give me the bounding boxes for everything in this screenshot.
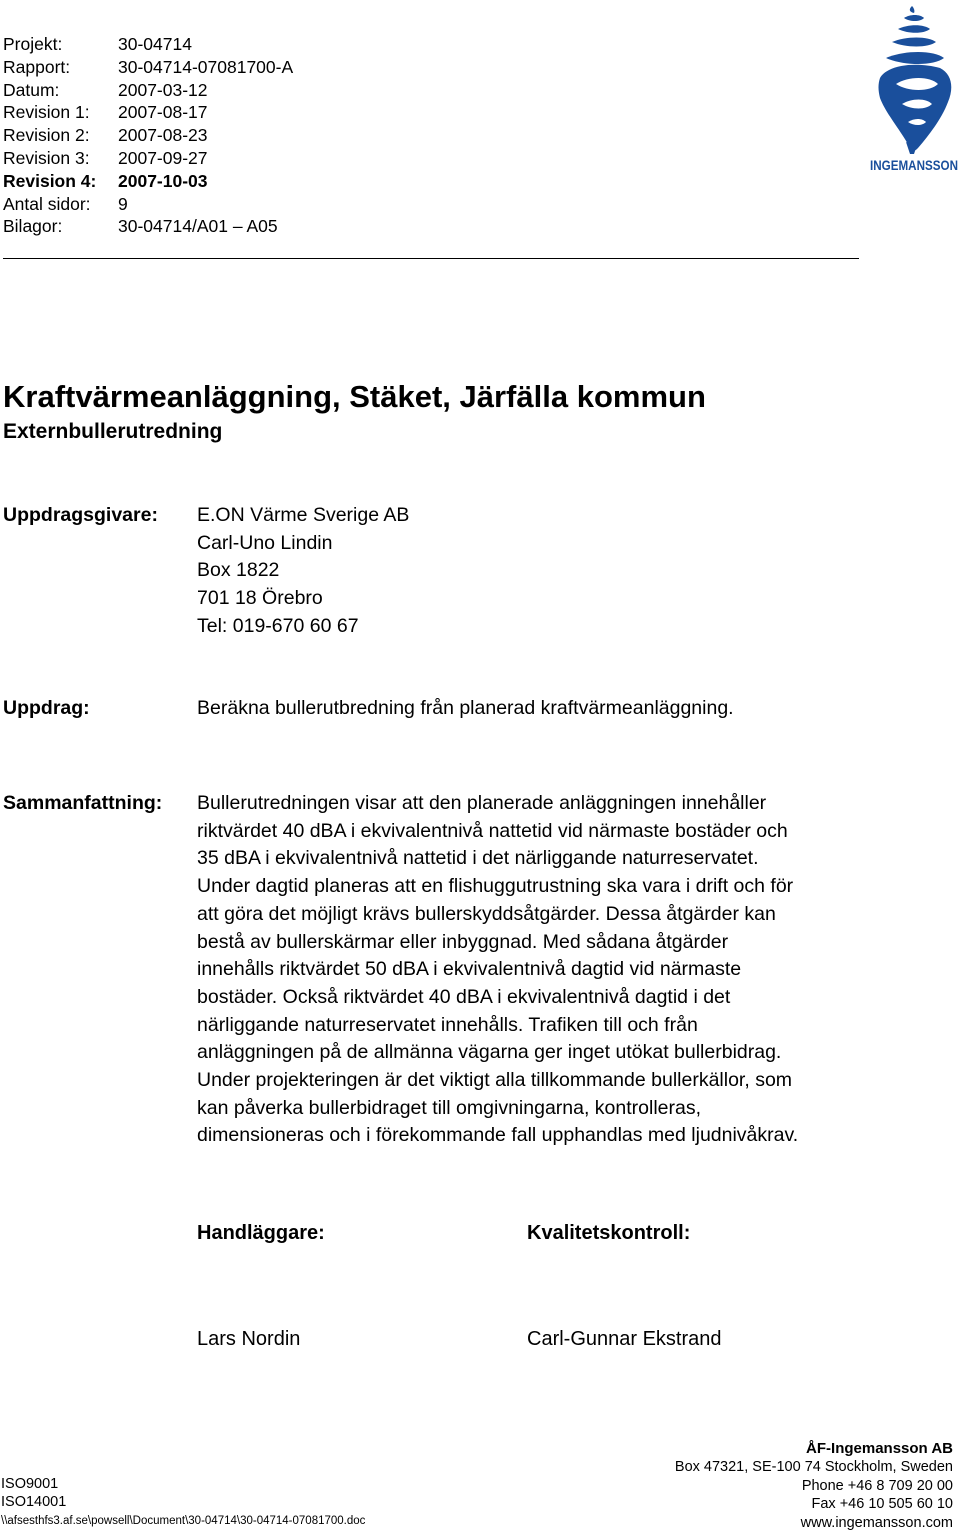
meta-row-attachments xyxy=(3,215,293,238)
client-line: E.ON Värme Sverige AB xyxy=(197,504,410,526)
meta-label: Revision 3: xyxy=(3,147,90,168)
iso-14001: ISO14001 xyxy=(1,1493,67,1510)
meta-row-page-count xyxy=(3,193,293,216)
summary-line: Bullerutredningen visar att den planerade anläggningen innehåller xyxy=(197,792,767,814)
company-name: ÅF-Ingemansson AB xyxy=(806,1440,953,1457)
meta-label: Revision 4: xyxy=(3,170,97,191)
meta-row-revision-4 xyxy=(3,170,293,193)
summary-line: riktvärdet 40 dBA i ekvivalentnivå nattetid vid närmaste bostäder och xyxy=(197,819,788,842)
handler-label: Handläggare: xyxy=(197,1222,325,1244)
quality-control-label: Kvalitetskontroll: xyxy=(527,1222,691,1244)
client-line: Carl-Uno Lindin xyxy=(197,531,333,554)
summary-line: bostäder. Också riktvärdet 40 dBA i ekvivalentnivå dagtid i det xyxy=(197,985,731,1008)
meta-value: 2007-08-23 xyxy=(118,125,208,146)
document-path: \\afsesthfs3.af.se\powsell\Document\30-04714\30-04714-07081700.doc xyxy=(1,1515,366,1527)
meta-label: Projekt: xyxy=(3,34,63,54)
summary-line: att göra det möjligt krävs bullerskyddsåtgärder. Dessa åtgärder kan xyxy=(197,902,776,925)
handler-name: Lars Nordin xyxy=(197,1328,301,1350)
meta-row-revision-3 xyxy=(3,147,293,170)
client-label: Uppdragsgivare: xyxy=(3,504,158,526)
company-phone: Phone +46 8 709 20 00 xyxy=(801,1477,953,1494)
summary-line: 35 dBA i ekvivalentnivå nattetid i det närliggande naturreservatet. xyxy=(197,847,759,870)
client-line: Tel: 019-670 60 67 xyxy=(197,614,359,637)
page-title: Kraftvärmeanläggning, Stäket, Järfälla kommun xyxy=(3,379,706,414)
meta-value: 9 xyxy=(118,193,128,214)
meta-label: Datum: xyxy=(3,79,60,100)
meta-value: 2007-03-12 xyxy=(118,79,208,100)
company-fax: Fax +46 10 505 60 10 xyxy=(811,1496,953,1513)
report-metadata xyxy=(3,33,293,238)
page-subtitle: Externbullerutredning xyxy=(3,420,223,443)
logo-wordmark: INGEMANSSON xyxy=(870,158,958,173)
client-line: Box 1822 xyxy=(197,559,280,582)
meta-value: 30-04714 xyxy=(118,34,192,54)
meta-value: 2007-08-17 xyxy=(118,102,208,123)
quality-control-name: Carl-Gunnar Ekstrand xyxy=(527,1328,722,1350)
client-address xyxy=(197,502,409,641)
header-divider xyxy=(3,258,859,259)
meta-label: Antal sidor: xyxy=(3,193,91,214)
meta-value: 30-04714/A01 – A05 xyxy=(118,216,278,237)
meta-row-report xyxy=(3,56,293,79)
meta-value: 30-04714-07081700-A xyxy=(118,56,294,77)
company-logo xyxy=(868,2,960,174)
footer-certifications xyxy=(1,1476,66,1511)
summary-label: Sammanfattning: xyxy=(3,792,163,814)
client-line: 701 18 Örebro xyxy=(197,587,323,610)
summary-line: bestå av bullerskärmar eller inbyggnad. Med sådana åtgärder xyxy=(197,930,729,953)
company-website[interactable]: www.ingemansson.com xyxy=(800,1514,953,1531)
meta-label: Revision 2: xyxy=(3,125,90,146)
summary-line: närliggande naturreservatet innehålls. Trafiken till och från xyxy=(197,1013,698,1036)
meta-value: 2007-09-27 xyxy=(118,147,208,168)
iso-9001: ISO9001 xyxy=(1,1476,59,1492)
summary-line: Under dagtid planeras att en flishuggutrustning ska vara i drift och för xyxy=(197,875,794,898)
summary-line: kan påverka bullerbidraget till omgivningarna, kontrolleras, xyxy=(197,1096,702,1119)
summary-line: anläggningen på de allmänna vägarna ger inget utökat bullerbidrag. xyxy=(197,1041,782,1064)
summary-line: dimensioneras och i förekommande fall upphandlas med ljudnivåkrav. xyxy=(197,1124,799,1147)
meta-label: Rapport: xyxy=(3,56,71,77)
meta-row-project xyxy=(3,33,293,56)
task-text: Beräkna bullerutbredning från planerad kraftvärmeanläggning. xyxy=(197,697,734,719)
meta-row-revision-2 xyxy=(3,124,293,147)
meta-row-revision-1 xyxy=(3,101,293,124)
summary-line: innehålls riktvärdet 50 dBA i ekvivalentnivå dagtid vid närmaste xyxy=(197,958,742,981)
meta-label: Bilagor: xyxy=(3,216,63,237)
meta-row-date xyxy=(3,79,293,102)
shell-logo-icon xyxy=(868,2,960,174)
summary-line: Under projekteringen är det viktigt alla tillkommande bullerkällor, som xyxy=(197,1069,793,1092)
meta-label: Revision 1: xyxy=(3,102,90,123)
company-address: Box 47321, SE-100 74 Stockholm, Sweden xyxy=(674,1459,953,1476)
footer-company-info xyxy=(675,1440,953,1532)
summary-text xyxy=(197,790,877,1150)
task-label: Uppdrag: xyxy=(3,697,90,719)
meta-value: 2007-10-03 xyxy=(118,170,208,191)
